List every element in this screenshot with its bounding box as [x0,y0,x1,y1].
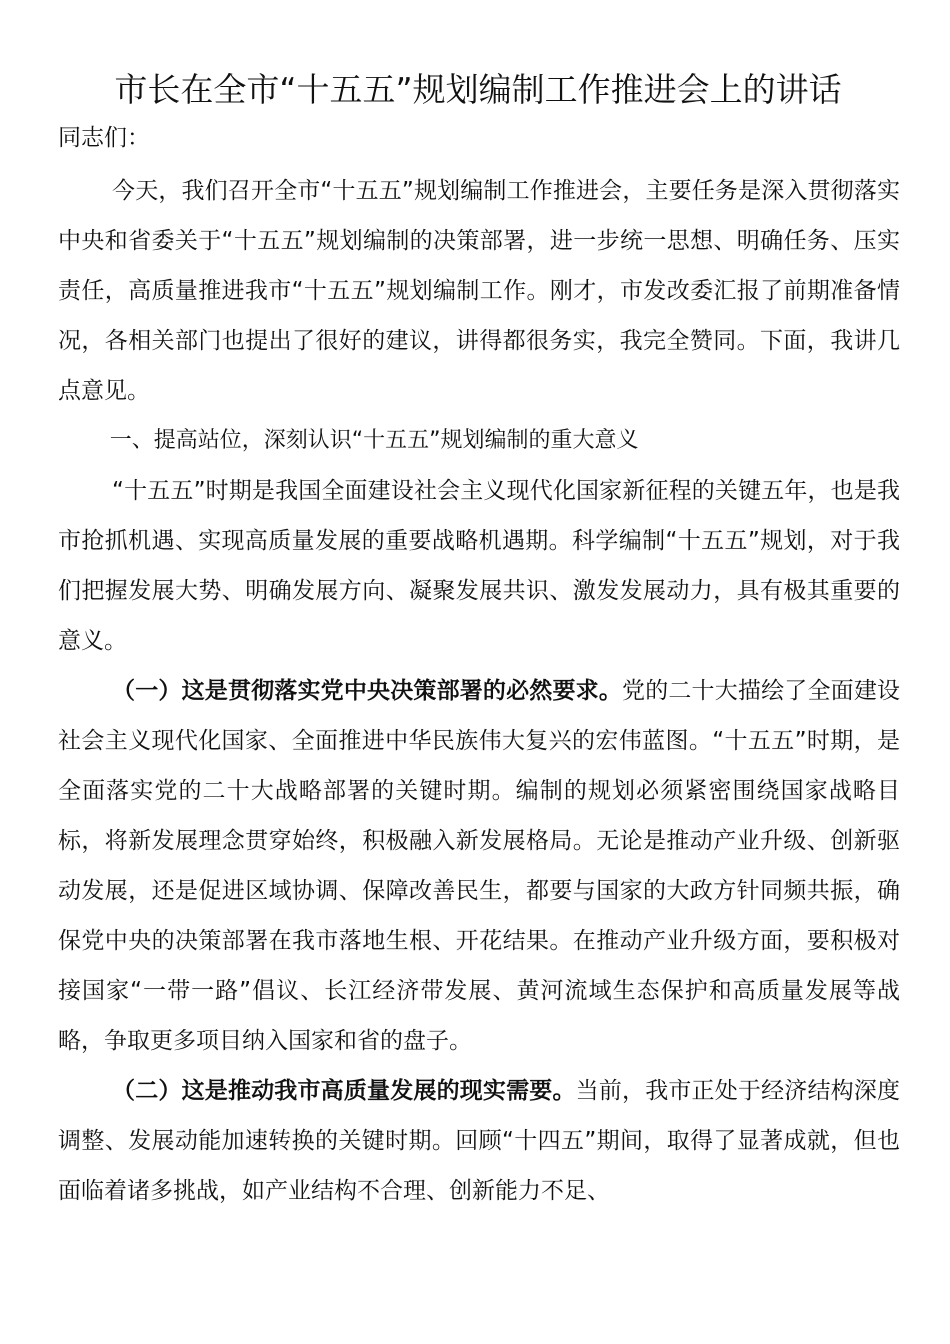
document-title: 市长在全市“十五五”规划编制工作推进会上的讲话 [114,70,842,109]
point-2-lead: （二）这是推动我市高质量发展的现实需要。 [112,1078,576,1104]
point-1-body: 党的二十大描绘了全面建设社会主义现代化国家、全面推进中华民族伟大复兴的宏伟蓝图。“十五五”时期，是全面落实党的二十大战略部署的关键时期。编制的规划必须紧密围绕国家战略目标，将新发展理念贯穿始终，积极融入新发展格局。无论是推动产业升级、创新驱动发展，还是促进区域协调、保障改善民生，都要与国家的大政方针同频共振，确保党中央的决策部署在我市落地生根、开花结果。在推动产业升级方面，要积极对接国家“一带一路”倡议、长江经济带发展、黄河流域生态保护和高质量发展等战略，争取更多项目纳入国家和省的盘子。 [58,678,901,1054]
point-1-lead: （一）这是贯彻落实党中央决策部署的必然要求。 [112,678,623,704]
significance-paragraph: “十五五”时期是我国全面建设社会主义现代化国家新征程的关键五年，也是我市抢抓机遇、实现高质量发展的重要战略机遇期。科学编制“十五五”规划，对于我们把握发展大势、明确发展方向、凝聚发展共识、激发发展动力，具有极其重要的意义。 [58,478,900,654]
point-2-paragraph [58,1066,900,1216]
opening-paragraph: 今天，我们召开全市“十五五”规划编制工作推进会，主要任务是深入贯彻落实中央和省委关于“十五五”规划编制的决策部署，进一步统一思想、明确任务、压实责任，高质量推进我市“十五五”规划编制工作。刚才，市发改委汇报了前期准备情况，各相关部门也提出了很好的建议，讲得都很务实，我完全赞同。下面，我讲几点意见。 [58,178,900,404]
point-1-paragraph [58,666,900,1066]
section-heading-1: 一、提高站位，深刻认识“十五五”规划编制的重大意义 [109,428,639,453]
document-body [58,166,900,1216]
greeting: 同志们： [58,125,150,151]
point-2-body: 当前，我市正处于经济结构深度调整、发展动能加速转换的关键时期。回顾“十四五”期间，取得了显著成就，但也面临着诸多挑战，如产业结构不合理、创新能力不足、 [58,1078,901,1204]
